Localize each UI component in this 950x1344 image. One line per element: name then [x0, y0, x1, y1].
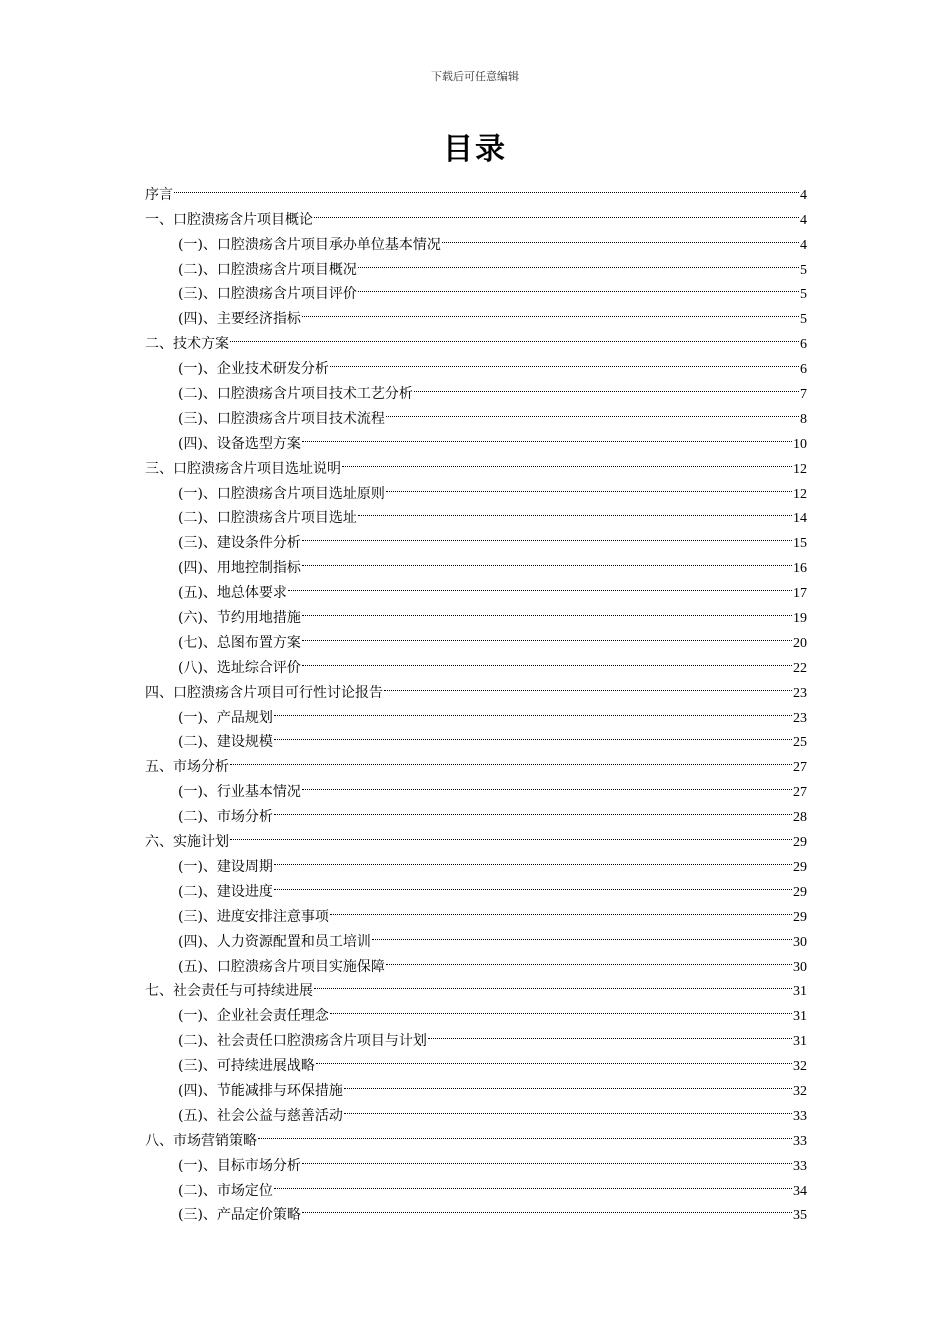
toc-entry-title: (五)、口腔溃疡含片项目实施保障 [178, 958, 385, 975]
toc-entry[interactable] [145, 821, 807, 851]
toc-dot-leader [372, 921, 792, 946]
toc-page-number: 12 [793, 461, 807, 477]
toc-entry-title: 七、社会责任与可持续进展 [145, 983, 313, 1000]
toc-entry-title: (二)、建设进度 [178, 883, 273, 900]
toc-dot-leader [358, 249, 799, 274]
page-title: 目录 [443, 132, 507, 167]
toc-page-number: 33 [793, 1158, 807, 1174]
toc-page-number: 29 [793, 859, 807, 875]
toc-dot-leader [314, 199, 799, 224]
toc-entry-title: (二)、口腔溃疡含片项目技术工艺分析 [178, 386, 413, 403]
toc-dot-leader [344, 1070, 792, 1095]
toc-page-number: 17 [793, 586, 807, 602]
toc-page-number: 30 [793, 934, 807, 950]
toc-entry-title: (二)、建设规模 [178, 734, 273, 751]
toc-page-number: 23 [793, 685, 807, 701]
toc-dot-leader [302, 771, 792, 796]
toc-page-number: 6 [800, 337, 807, 353]
toc-entry-title: (二)、市场定位 [178, 1182, 273, 1199]
toc-entry-title: (五)、地总体要求 [178, 585, 287, 602]
toc-entry-title: 二、技术方案 [145, 336, 229, 353]
toc-entry-title: (三)、产品定价策略 [178, 1207, 301, 1224]
toc-entry[interactable] [145, 771, 807, 801]
toc-dot-leader [428, 1020, 792, 1045]
toc-entry-title: (二)、社会责任口腔溃疡含片项目与计划 [178, 1033, 427, 1050]
toc-entry[interactable] [145, 348, 807, 378]
toc-page-number: 33 [793, 1133, 807, 1149]
toc-dot-leader [174, 174, 799, 199]
toc-dot-leader [384, 672, 792, 697]
toc-page-number: 27 [793, 785, 807, 801]
toc-entry[interactable] [145, 174, 807, 203]
toc-dot-leader [302, 647, 792, 672]
toc-entry-title: (三)、建设条件分析 [178, 535, 301, 552]
toc-page-number: 27 [793, 760, 807, 776]
toc-entry-title: 序言 [145, 186, 173, 203]
toc-dot-leader [358, 498, 792, 523]
toc-entry-title: (三)、口腔溃疡含片项目技术流程 [178, 410, 385, 427]
toc-page-number: 22 [793, 660, 807, 676]
toc-page-number: 14 [793, 511, 807, 527]
toc-entry[interactable] [145, 746, 807, 776]
toc-dot-leader [386, 946, 792, 971]
header-note: 下载后可任意编辑 [431, 70, 519, 83]
toc-dot-leader [330, 348, 799, 373]
toc-page-number: 19 [793, 611, 807, 627]
toc-entry-title: (二)、口腔溃疡含片项目概况 [178, 261, 357, 278]
toc-entry-title: (一)、产品规划 [178, 709, 273, 726]
toc-page-number: 31 [793, 1034, 807, 1050]
toc-entry-title: (一)、行业基本情况 [178, 784, 301, 801]
toc-page-number: 29 [793, 909, 807, 925]
toc-dot-leader [274, 796, 792, 821]
toc-page-number: 4 [800, 237, 807, 253]
toc-dot-leader [274, 846, 792, 871]
toc-entry-title: (二)、口腔溃疡含片项目选址 [178, 510, 357, 527]
toc-page-number: 25 [793, 735, 807, 751]
toc-entry-title: 五、市场分析 [145, 759, 229, 776]
toc-entry-title: (一)、企业技术研发分析 [178, 361, 329, 378]
toc-page-number: 32 [793, 1083, 807, 1099]
toc-page-number: 28 [793, 810, 807, 826]
toc-page-number: 31 [793, 984, 807, 1000]
toc-page-number: 10 [793, 436, 807, 452]
toc-entry-title: 六、实施计划 [145, 834, 229, 851]
toc-page-number: 7 [800, 387, 807, 403]
toc-dot-leader [302, 597, 792, 622]
toc-entry[interactable] [145, 846, 807, 875]
toc-entry-title: (四)、节能减排与环保措施 [178, 1082, 343, 1099]
toc-dot-leader [302, 298, 799, 323]
toc-entry-title: (五)、社会公益与慈善活动 [178, 1107, 343, 1124]
toc-page-number: 30 [793, 959, 807, 975]
table-of-contents [145, 174, 807, 1224]
toc-page-number: 15 [793, 536, 807, 552]
toc-dot-leader [302, 1195, 792, 1220]
toc-dot-leader [302, 547, 792, 572]
toc-dot-leader [274, 871, 792, 896]
toc-dot-leader [274, 722, 792, 747]
toc-entry-title: (八)、选址综合评价 [178, 659, 301, 676]
toc-dot-leader [230, 821, 792, 846]
toc-dot-leader [302, 423, 792, 448]
toc-dot-leader [288, 572, 792, 597]
toc-dot-leader [302, 1145, 792, 1170]
toc-page-number: 16 [793, 561, 807, 577]
toc-entry-title: (一)、企业社会责任理念 [178, 1008, 329, 1025]
toc-entry-title: (四)、设备选型方案 [178, 435, 301, 452]
toc-dot-leader [258, 1120, 792, 1145]
toc-page-number: 35 [793, 1208, 807, 1224]
toc-entry-title: (七)、总图布置方案 [178, 634, 301, 651]
toc-entry-title: 一、口腔溃疡含片项目概论 [145, 211, 313, 228]
toc-entry-title: (三)、可持续进展战略 [178, 1058, 315, 1075]
toc-dot-leader [358, 274, 799, 299]
toc-entry-title: (四)、主要经济指标 [178, 311, 301, 328]
toc-entry-title: (四)、用地控制指标 [178, 560, 301, 577]
toc-entry-title: (二)、市场分析 [178, 809, 273, 826]
toc-dot-leader [442, 224, 799, 249]
toc-dot-leader [230, 323, 799, 348]
toc-page-number: 23 [793, 710, 807, 726]
toc-entry[interactable] [145, 323, 807, 353]
toc-entry-title: (四)、人力资源配置和员工培训 [178, 933, 371, 950]
toc-entry[interactable] [145, 199, 807, 228]
toc-page-number: 12 [793, 486, 807, 502]
toc-dot-leader [330, 896, 792, 921]
toc-entry-title: (三)、口腔溃疡含片项目评价 [178, 286, 357, 303]
toc-page-number: 8 [800, 411, 807, 427]
toc-entry-title: 三、口腔溃疡含片项目选址说明 [145, 460, 341, 477]
toc-entry-title: (六)、节约用地措施 [178, 610, 301, 627]
toc-page-number: 4 [800, 187, 807, 203]
toc-entry-title: (一)、口腔溃疡含片项目承办单位基本情况 [178, 236, 441, 253]
toc-page-number: 4 [800, 212, 807, 228]
toc-page-number: 5 [800, 312, 807, 328]
toc-page-number: 31 [793, 1009, 807, 1025]
toc-entry-title: (一)、建设周期 [178, 858, 273, 875]
toc-dot-leader [274, 697, 792, 722]
toc-entry-title: 八、市场营销策略 [145, 1132, 257, 1149]
toc-page-number: 34 [793, 1183, 807, 1199]
toc-page-number: 20 [793, 635, 807, 651]
toc-entry-title: 四、口腔溃疡含片项目可行性讨论报告 [145, 684, 383, 701]
toc-dot-leader [230, 746, 792, 771]
toc-entry-title: (一)、目标市场分析 [178, 1157, 301, 1174]
toc-entry-title: (一)、口腔溃疡含片项目选址原则 [178, 485, 385, 502]
toc-dot-leader [302, 522, 792, 547]
toc-page-number: 5 [800, 262, 807, 278]
toc-dot-leader [414, 373, 799, 398]
toc-page-number: 29 [793, 884, 807, 900]
toc-dot-leader [330, 995, 792, 1020]
toc-dot-leader [316, 1045, 792, 1070]
toc-page-number: 32 [793, 1059, 807, 1075]
toc-dot-leader [274, 1170, 792, 1195]
toc-dot-leader [314, 971, 792, 996]
toc-dot-leader [302, 622, 792, 647]
toc-page-number: 33 [793, 1108, 807, 1124]
toc-page-number: 29 [793, 835, 807, 851]
toc-page-number: 5 [800, 287, 807, 303]
toc-page-number: 6 [800, 362, 807, 378]
toc-dot-leader [344, 1095, 792, 1120]
toc-dot-leader [386, 473, 792, 498]
toc-dot-leader [386, 398, 799, 423]
toc-dot-leader [342, 448, 792, 473]
toc-entry-title: (三)、进度安排注意事项 [178, 908, 329, 925]
